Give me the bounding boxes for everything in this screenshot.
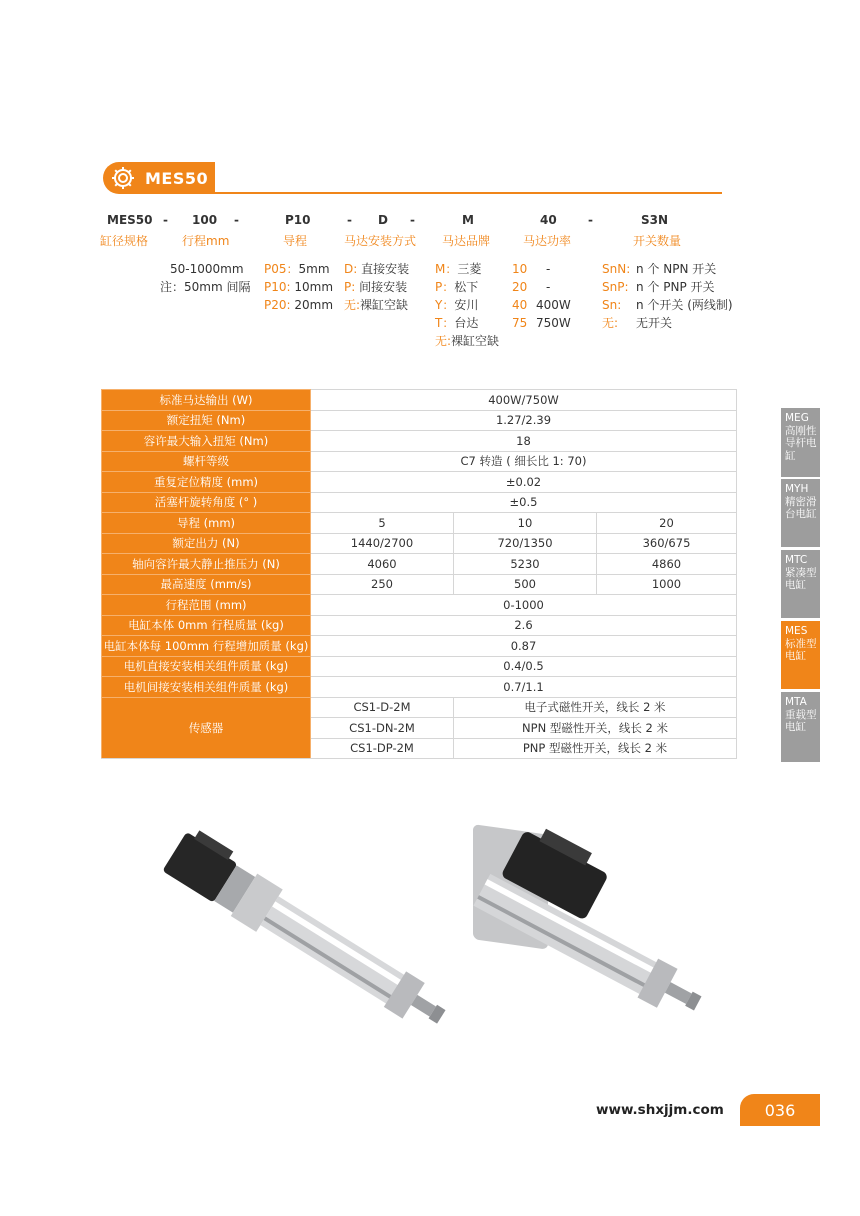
- option-value: -: [546, 280, 551, 294]
- side-tab-name: 高刚性导杆电缸: [785, 424, 817, 462]
- option-value: -: [546, 262, 551, 276]
- option-value: 20mm: [294, 298, 334, 312]
- cell: 5: [311, 513, 454, 534]
- option-value: 750W: [536, 316, 571, 330]
- option-key: P05：: [264, 262, 299, 276]
- option-key: T：: [435, 316, 455, 330]
- cell: 2.6: [311, 615, 737, 636]
- cell: 400W/750W: [311, 390, 737, 411]
- cell: 1.27/2.39: [311, 410, 737, 431]
- cell: 18: [311, 431, 737, 452]
- cell: 0.7/1.1: [311, 677, 737, 698]
- code-label: 行程mm: [182, 234, 230, 248]
- option-item: [344, 260, 409, 278]
- code-part: S3N: [641, 213, 669, 227]
- option-key: Sn:: [602, 298, 622, 312]
- option-item: [512, 278, 571, 296]
- row-label: 导程 (mm): [102, 513, 311, 534]
- side-tab-mtc[interactable]: [781, 550, 820, 618]
- option-value: 台达: [454, 316, 479, 330]
- cell: NPN 型磁性开关，线长 2 米: [454, 718, 737, 739]
- table-row: [102, 554, 737, 575]
- cell: 4060: [311, 554, 454, 575]
- page-number: 036: [740, 1094, 820, 1126]
- table-row: [102, 513, 737, 534]
- option-key: 75: [512, 316, 528, 330]
- power-options: [512, 260, 571, 332]
- side-tab-myh[interactable]: [781, 479, 820, 547]
- option-key: 10: [512, 262, 528, 276]
- option-item: [344, 278, 409, 296]
- option-item: [435, 314, 499, 332]
- option-item: [602, 260, 733, 278]
- code-part: 40: [540, 213, 557, 227]
- option-item: [435, 332, 499, 350]
- sensor-label: 传感器: [102, 697, 311, 759]
- code-label: 马达品牌: [442, 234, 491, 248]
- option-item: [435, 278, 499, 296]
- row-label: 行程范围 (mm): [102, 595, 311, 616]
- cell: 4860: [597, 554, 737, 575]
- row-label: 轴向容许最大静止推压力 (N): [102, 554, 311, 575]
- table-row: [102, 472, 737, 493]
- option-item: [512, 314, 571, 332]
- row-label: 电缸本体每 100mm 行程增加质量 (kg): [102, 636, 311, 657]
- row-label: 标准马达输出 (W): [102, 390, 311, 411]
- option-key: 无:: [435, 334, 452, 348]
- option-value: 裸缸空缺: [360, 298, 409, 312]
- table-row: [102, 410, 737, 431]
- side-tab-name: 精密滑台电缸: [785, 495, 817, 520]
- table-row: [102, 390, 737, 411]
- table-row: [102, 697, 737, 718]
- website-url: www.shxjjm.com: [596, 1102, 724, 1118]
- code-part: -: [588, 213, 593, 227]
- actuator-image-direct: [150, 830, 470, 1045]
- cell: 20: [597, 513, 737, 534]
- gear-icon: [109, 164, 137, 192]
- cell: 5230: [454, 554, 597, 575]
- row-label: 螺杆等级: [102, 451, 311, 472]
- option-item: [512, 296, 571, 314]
- table-row: [102, 574, 737, 595]
- side-tab-code: MYH: [785, 483, 809, 495]
- option-value: n 个 PNP 开关: [636, 280, 715, 294]
- option-key: P20:: [264, 298, 291, 312]
- row-label: 容许最大输入扭矩 (Nm): [102, 431, 311, 452]
- option-value: 50-1000mm: [170, 262, 244, 276]
- cell: PNP 型磁性开关，线长 2 米: [454, 738, 737, 759]
- cell: ±0.02: [311, 472, 737, 493]
- cell: 500: [454, 574, 597, 595]
- code-label: 马达安装方式: [344, 234, 417, 248]
- option-item: [602, 296, 733, 314]
- side-tab-code: MEG: [785, 412, 809, 424]
- table-row: [102, 656, 737, 677]
- option-item: [344, 296, 409, 314]
- option-value: 直接安装: [361, 262, 410, 276]
- option-item: [602, 278, 733, 296]
- row-label: 最高速度 (mm/s): [102, 574, 311, 595]
- cell: 0.4/0.5: [311, 656, 737, 677]
- option-value: 5mm: [298, 262, 330, 276]
- switch-options: [602, 260, 733, 332]
- side-tab-name: 紧凑型电缸: [785, 566, 817, 591]
- option-key: P10:: [264, 280, 291, 294]
- option-key: SnP:: [602, 280, 629, 294]
- row-label: 额定扭矩 (Nm): [102, 410, 311, 431]
- cell: 1440/2700: [311, 533, 454, 554]
- option-key: 40: [512, 298, 528, 312]
- code-label: 导程: [283, 234, 308, 248]
- row-label: 活塞杆旋转角度 (° ): [102, 492, 311, 513]
- option-item: [264, 278, 333, 296]
- table-row: [102, 595, 737, 616]
- code-label: 马达功率: [523, 234, 572, 248]
- option-key: SnN:: [602, 262, 631, 276]
- option-key: P:: [344, 280, 356, 294]
- option-value: n 个开关 (两线制): [636, 298, 733, 312]
- cell: 1000: [597, 574, 737, 595]
- actuator-image-indirect: [465, 815, 765, 1040]
- option-key: Y：: [435, 298, 455, 312]
- option-value: n 个 NPN 开关: [636, 262, 717, 276]
- option-key: D:: [344, 262, 358, 276]
- option-item: [264, 260, 333, 278]
- option-item: [435, 260, 499, 278]
- option-key: 20: [512, 280, 528, 294]
- row-label: 电机直接安装相关组件质量 (kg): [102, 656, 311, 677]
- code-part: -: [410, 213, 415, 227]
- option-value: 400W: [536, 298, 571, 312]
- option-key: P：: [435, 280, 455, 294]
- option-value: 间接安装: [359, 280, 408, 294]
- table-row: [102, 615, 737, 636]
- cell: 360/675: [597, 533, 737, 554]
- cell: 720/1350: [454, 533, 597, 554]
- cell: 0-1000: [311, 595, 737, 616]
- option-value: 无开关: [636, 316, 673, 330]
- cell: CS1-DP-2M: [311, 738, 454, 759]
- title-badge: [103, 162, 215, 194]
- cell: ±0.5: [311, 492, 737, 513]
- table-row: [102, 677, 737, 698]
- code-part: 100: [192, 213, 218, 227]
- option-key: M：: [435, 262, 458, 276]
- side-tab-mta[interactable]: [781, 692, 820, 762]
- side-tab-name: 标准型电缸: [785, 637, 817, 662]
- option-value: 裸缸空缺: [451, 334, 500, 348]
- code-part: -: [163, 213, 168, 227]
- code-part: -: [347, 213, 352, 227]
- cell: 10: [454, 513, 597, 534]
- option-item: [602, 314, 733, 332]
- option-value: 注：50mm 间隔: [160, 280, 251, 294]
- option-value: 安川: [454, 298, 479, 312]
- table-row: [102, 533, 737, 554]
- option-item: [264, 296, 333, 314]
- side-tab-meg[interactable]: [781, 408, 820, 477]
- table-row: [102, 636, 737, 657]
- side-tab-code: MTA: [785, 696, 807, 708]
- option-value: 松下: [454, 280, 479, 294]
- title-underline: [208, 192, 722, 194]
- row-label: 电缸本体 0mm 行程质量 (kg): [102, 615, 311, 636]
- code-label: 缸径规格: [100, 234, 149, 248]
- row-label: 重复定位精度 (mm): [102, 472, 311, 493]
- cell: 电子式磁性开关，线长 2 米: [454, 697, 737, 718]
- option-key: 无:: [602, 316, 619, 330]
- code-part: -: [234, 213, 239, 227]
- row-label: 电机间接安装相关组件质量 (kg): [102, 677, 311, 698]
- row-label: 额定出力 (N): [102, 533, 311, 554]
- cell: 250: [311, 574, 454, 595]
- lead-options: [264, 260, 333, 314]
- code-part: P10: [285, 213, 311, 227]
- side-tab-code: MES: [785, 625, 808, 637]
- side-tab-mes[interactable]: [781, 621, 820, 689]
- table-row: [102, 451, 737, 472]
- option-item: [435, 296, 499, 314]
- page-title: MES50: [145, 168, 209, 188]
- cell: CS1-D-2M: [311, 697, 454, 718]
- code-part: M: [462, 213, 474, 227]
- table-row: [102, 431, 737, 452]
- code-part: MES50: [107, 213, 153, 227]
- option-value: 三菱: [457, 262, 482, 276]
- cell: CS1-DN-2M: [311, 718, 454, 739]
- cell: 0.87: [311, 636, 737, 657]
- stroke-options: [160, 260, 250, 296]
- side-tab-code: MTC: [785, 554, 808, 566]
- code-part: D: [378, 213, 388, 227]
- code-label: 开关数量: [633, 234, 682, 248]
- table-row: [102, 492, 737, 513]
- brand-options: [435, 260, 499, 350]
- mount-options: [344, 260, 409, 314]
- cell: C7 转造 ( 细长比 1: 70): [311, 451, 737, 472]
- option-value: 10mm: [294, 280, 334, 294]
- option-key: 无:: [344, 298, 361, 312]
- side-tab-name: 重载型电缸: [785, 708, 817, 733]
- spec-table: [101, 389, 737, 759]
- option-item: [512, 260, 571, 278]
